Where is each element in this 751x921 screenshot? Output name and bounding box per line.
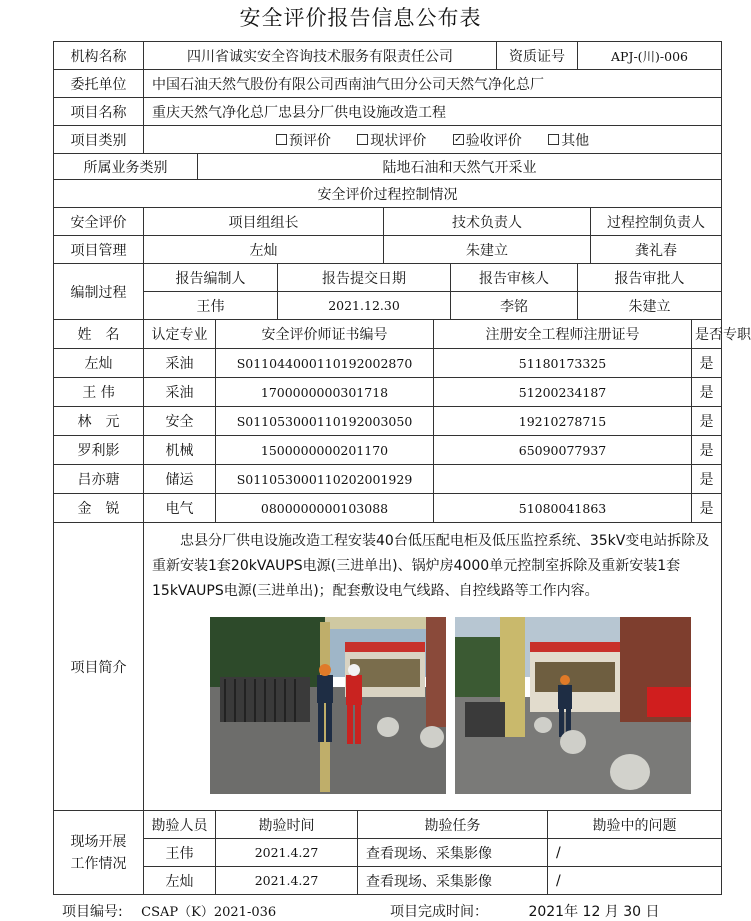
process-header: 安全评价过程控制情况 bbox=[54, 180, 722, 208]
client-value: 中国石油天然气股份有限公司西南油气田分公司天然气净化总厂 bbox=[144, 70, 722, 98]
compile-value-date: 2021.12.30 bbox=[278, 292, 451, 320]
staff-header-fulltime: 是否专职 bbox=[692, 320, 722, 349]
staff-name: 林 元 bbox=[54, 407, 144, 436]
mgmt-value-process: 龚礼春 bbox=[591, 236, 722, 264]
site-issue: / bbox=[548, 839, 722, 867]
project-code-value: CSAP（K）2021-036 bbox=[141, 905, 277, 920]
site-photo-1 bbox=[210, 617, 446, 794]
staff-fulltime: 是 bbox=[692, 494, 722, 523]
site-header-person: 勘验人员 bbox=[144, 811, 216, 839]
category-option-pre: 预评价 bbox=[276, 133, 331, 149]
site-header-issue: 勘验中的问题 bbox=[548, 811, 722, 839]
staff-fulltime: 是 bbox=[692, 378, 722, 407]
site-time: 2021.4.27 bbox=[216, 867, 358, 895]
project-value: 重庆天然气净化总厂忠县分厂供电设施改造工程 bbox=[144, 98, 722, 126]
staff-header-major: 认定专业 bbox=[144, 320, 216, 349]
page-title: 安全评价报告信息公布表 bbox=[239, 6, 482, 30]
site-issue: / bbox=[548, 867, 722, 895]
staff-name: 王 伟 bbox=[54, 378, 144, 407]
site-header-time: 勘验时间 bbox=[216, 811, 358, 839]
site-photo-2 bbox=[455, 617, 691, 794]
site-time: 2021.4.27 bbox=[216, 839, 358, 867]
compile-label: 编制过程 bbox=[54, 264, 144, 320]
checkbox-icon bbox=[276, 134, 287, 145]
staff-cert: 1500000000201170 bbox=[216, 436, 434, 465]
site-task: 查看现场、采集影像 bbox=[358, 867, 548, 895]
staff-major: 采油 bbox=[144, 349, 216, 378]
checked-checkbox-icon: ✓ bbox=[454, 134, 463, 145]
staff-major: 安全 bbox=[144, 407, 216, 436]
category-options bbox=[144, 126, 722, 154]
table-row bbox=[54, 494, 722, 523]
staff-major: 机械 bbox=[144, 436, 216, 465]
compile-header-reviewer: 报告审核人 bbox=[451, 264, 578, 292]
staff-cert: 0800000000103088 bbox=[216, 494, 434, 523]
info-table bbox=[53, 41, 751, 895]
staff-name: 吕亦瑭 bbox=[54, 465, 144, 494]
category-option-other: 其他 bbox=[548, 133, 589, 149]
management-label-1: 安全评价 bbox=[54, 208, 144, 236]
site-label: 现场开展 工作情况 bbox=[54, 811, 144, 895]
staff-major: 采油 bbox=[144, 378, 216, 407]
mgmt-header-process: 过程控制负责人 bbox=[591, 208, 722, 236]
org-name-label: 机构名称 bbox=[54, 42, 144, 70]
intro-text: 忠县分厂供电设施改造工程安装40台低压配电柜及低压监控系统、35kV变电站拆除及重新安装1套20kVAUPS电源(三进单出)、锅炉房4000单元控制室拆除及重新安装1套15kVAUPS电源(三进单出)；配套敷设电气线路、自控线路等工作内容。 bbox=[152, 533, 710, 599]
category-option-status: 现状评价 bbox=[357, 133, 426, 149]
category-label: 项目类别 bbox=[54, 126, 144, 154]
mgmt-header-leader: 项目组组长 bbox=[144, 208, 384, 236]
staff-cert: S011053000110202001929 bbox=[216, 465, 434, 494]
table-row bbox=[54, 349, 722, 378]
staff-reg bbox=[434, 465, 692, 494]
client-label: 委托单位 bbox=[54, 70, 144, 98]
cert-label: 资质证号 bbox=[497, 42, 578, 70]
site-person: 左灿 bbox=[144, 867, 216, 895]
compile-value-approver: 朱建立 bbox=[578, 292, 722, 320]
staff-reg: 51080041863 bbox=[434, 494, 692, 523]
staff-reg: 65090077937 bbox=[434, 436, 692, 465]
staff-reg: 51200234187 bbox=[434, 378, 692, 407]
org-name: 四川省诚实安全咨询技术服务有限责任公司 bbox=[144, 42, 497, 70]
staff-fulltime: 是 bbox=[692, 349, 722, 378]
compile-header-approver: 报告审批人 bbox=[578, 264, 722, 292]
mgmt-header-tech: 技术负责人 bbox=[384, 208, 591, 236]
completion-date bbox=[390, 901, 660, 921]
business-label: 所属业务类别 bbox=[54, 154, 198, 180]
site-header-task: 勘验任务 bbox=[358, 811, 548, 839]
staff-name: 左灿 bbox=[54, 349, 144, 378]
project-label: 项目名称 bbox=[54, 98, 144, 126]
checkbox-icon bbox=[357, 134, 368, 145]
staff-header-reg: 注册安全工程师注册证号 bbox=[434, 320, 692, 349]
staff-fulltime: 是 bbox=[692, 465, 722, 494]
staff-reg: 51180173325 bbox=[434, 349, 692, 378]
table-row bbox=[54, 867, 722, 895]
mgmt-value-tech: 朱建立 bbox=[384, 236, 591, 264]
staff-fulltime: 是 bbox=[692, 407, 722, 436]
category-option-acceptance: ✓ 验收评价 bbox=[454, 132, 522, 149]
staff-cert: S011044000110192002870 bbox=[216, 349, 434, 378]
mgmt-value-leader: 左灿 bbox=[144, 236, 384, 264]
staff-reg: 19210278715 bbox=[434, 407, 692, 436]
staff-major: 储运 bbox=[144, 465, 216, 494]
compile-value-reviewer: 李铭 bbox=[451, 292, 578, 320]
staff-cert: 1700000000301718 bbox=[216, 378, 434, 407]
project-code bbox=[62, 901, 276, 921]
table-row bbox=[54, 465, 722, 494]
site-photos bbox=[210, 617, 713, 794]
site-task: 查看现场、采集影像 bbox=[358, 839, 548, 867]
business-value: 陆地石油和天然气开采业 bbox=[198, 154, 722, 180]
management-label-2: 项目管理 bbox=[54, 236, 144, 264]
staff-major: 电气 bbox=[144, 494, 216, 523]
intro-label: 项目简介 bbox=[54, 523, 144, 811]
checkbox-icon bbox=[548, 134, 559, 145]
staff-header-cert: 安全评价师证书编号 bbox=[216, 320, 434, 349]
staff-header-name: 姓 名 bbox=[54, 320, 144, 349]
compile-header-date: 报告提交日期 bbox=[278, 264, 451, 292]
table-row bbox=[54, 378, 722, 407]
compile-header-author: 报告编制人 bbox=[144, 264, 278, 292]
staff-name: 金 锐 bbox=[54, 494, 144, 523]
table-row bbox=[54, 407, 722, 436]
staff-cert: S011053000110192003050 bbox=[216, 407, 434, 436]
completion-date-label: 项目完成时间： bbox=[390, 904, 488, 920]
staff-fulltime: 是 bbox=[692, 436, 722, 465]
staff-name: 罗利影 bbox=[54, 436, 144, 465]
table-row bbox=[54, 839, 722, 867]
compile-value-author: 王伟 bbox=[144, 292, 278, 320]
completion-date-value: 2021年 12 月 30 日 bbox=[528, 904, 660, 920]
site-person: 王伟 bbox=[144, 839, 216, 867]
intro-cell bbox=[144, 523, 722, 811]
project-code-label: 项目编号: bbox=[62, 904, 123, 920]
table-row bbox=[54, 436, 722, 465]
cert-number: APJ-(川)-006 bbox=[578, 42, 722, 70]
